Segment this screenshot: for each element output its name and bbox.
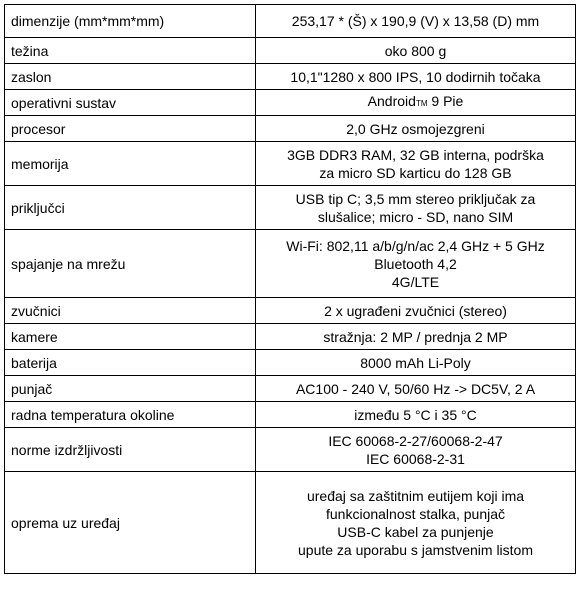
spec-row <box>5 324 576 350</box>
spec-value-line: za micro SD karticu do 128 GB <box>319 164 512 181</box>
spec-value-line: između 5 °C i 35 °C <box>354 406 477 423</box>
spec-value <box>256 230 576 298</box>
spec-value <box>256 90 576 116</box>
spec-value <box>256 298 576 324</box>
spec-value-line: 4G/LTE <box>391 273 440 290</box>
spec-label: priključci <box>5 186 256 230</box>
spec-value-line: 8000 mAh Li-Poly <box>360 354 471 371</box>
spec-label: memorija <box>5 142 256 186</box>
spec-value <box>256 186 576 230</box>
spec-row <box>5 230 576 298</box>
spec-row <box>5 142 576 186</box>
spec-label: dimenzije (mm*mm*mm) <box>5 5 256 38</box>
spec-value <box>256 324 576 350</box>
trademark-mark: TM <box>415 99 428 108</box>
spec-value-line: uređaj sa zaštitnim eutijem koji ima <box>306 487 525 504</box>
spec-value-line: IEC 60068-2-31 <box>366 450 465 467</box>
spec-label: kamere <box>5 324 256 350</box>
spec-label: norme izdržljivosti <box>5 428 256 472</box>
os-version: 9 Pie <box>427 93 464 109</box>
spec-row <box>5 38 576 64</box>
spec-value <box>256 116 576 142</box>
spec-value-line: upute za uporabu s jamstvenim listom <box>298 541 533 558</box>
spec-value <box>256 402 576 428</box>
spec-row <box>5 472 576 574</box>
spec-value <box>256 472 576 574</box>
spec-row <box>5 350 576 376</box>
spec-value-line: USB-C kabel za punjenje <box>337 523 494 540</box>
spec-label: baterija <box>5 350 256 376</box>
spec-label: zvučnici <box>5 298 256 324</box>
spec-row <box>5 64 576 90</box>
spec-label: oprema uz uređaj <box>5 472 256 574</box>
spec-label: težina <box>5 38 256 64</box>
spec-value <box>256 376 576 402</box>
spec-label: zaslon <box>5 64 256 90</box>
spec-value <box>256 38 576 64</box>
spec-label: radna temperatura okoline <box>5 402 256 428</box>
spec-value <box>256 350 576 376</box>
spec-label: operativni sustav <box>5 90 256 116</box>
spec-row <box>5 298 576 324</box>
spec-row <box>5 376 576 402</box>
spec-value <box>256 142 576 186</box>
spec-value-line: IEC 60068-2-27/60068-2-47 <box>328 432 503 449</box>
spec-value-line: oko 800 g <box>384 42 447 59</box>
spec-value-line: 253,17 * (Š) x 190,9 (V) x 13,58 (D) mm <box>291 13 540 29</box>
spec-table <box>4 4 576 574</box>
spec-value <box>256 5 576 38</box>
spec-row <box>5 186 576 230</box>
spec-value-line: funkcionalnost stalka, punjač <box>326 505 505 522</box>
spec-row <box>5 90 576 116</box>
spec-row <box>5 5 576 38</box>
spec-value <box>256 64 576 90</box>
spec-value-line: slušalice; micro - SD, nano SIM <box>317 208 514 225</box>
spec-value-line: 2 x ugrađeni zvučnici (stereo) <box>324 302 507 319</box>
spec-row <box>5 402 576 428</box>
spec-row <box>5 428 576 472</box>
spec-value-line: 3GB DDR3 RAM, 32 GB interna, podrška <box>287 146 544 163</box>
spec-value-line: Wi-Fi: 802,11 a/b/g/n/ac 2,4 GHz + 5 GHz <box>286 237 545 254</box>
spec-label: spajanje na mrežu <box>5 230 256 298</box>
spec-label: punjač <box>5 376 256 402</box>
os-name: Android <box>367 93 416 109</box>
spec-value <box>256 428 576 472</box>
spec-table-body <box>5 5 576 574</box>
spec-value-line: 2,0 GHz osmojezgreni <box>346 120 485 137</box>
spec-value-line: USB tip C; 3,5 mm stereo priključak za <box>295 190 536 207</box>
spec-value-line: Bluetooth 4,2 <box>374 255 457 272</box>
spec-value-line: 10,1"1280 x 800 IPS, 10 dodirnih točaka <box>290 68 541 85</box>
spec-value-line: stražnja: 2 MP / prednja 2 MP <box>323 328 508 345</box>
spec-row <box>5 116 576 142</box>
spec-label: procesor <box>5 116 256 142</box>
spec-value-line: AC100 - 240 V, 50/60 Hz -> DC5V, 2 A <box>295 380 536 397</box>
